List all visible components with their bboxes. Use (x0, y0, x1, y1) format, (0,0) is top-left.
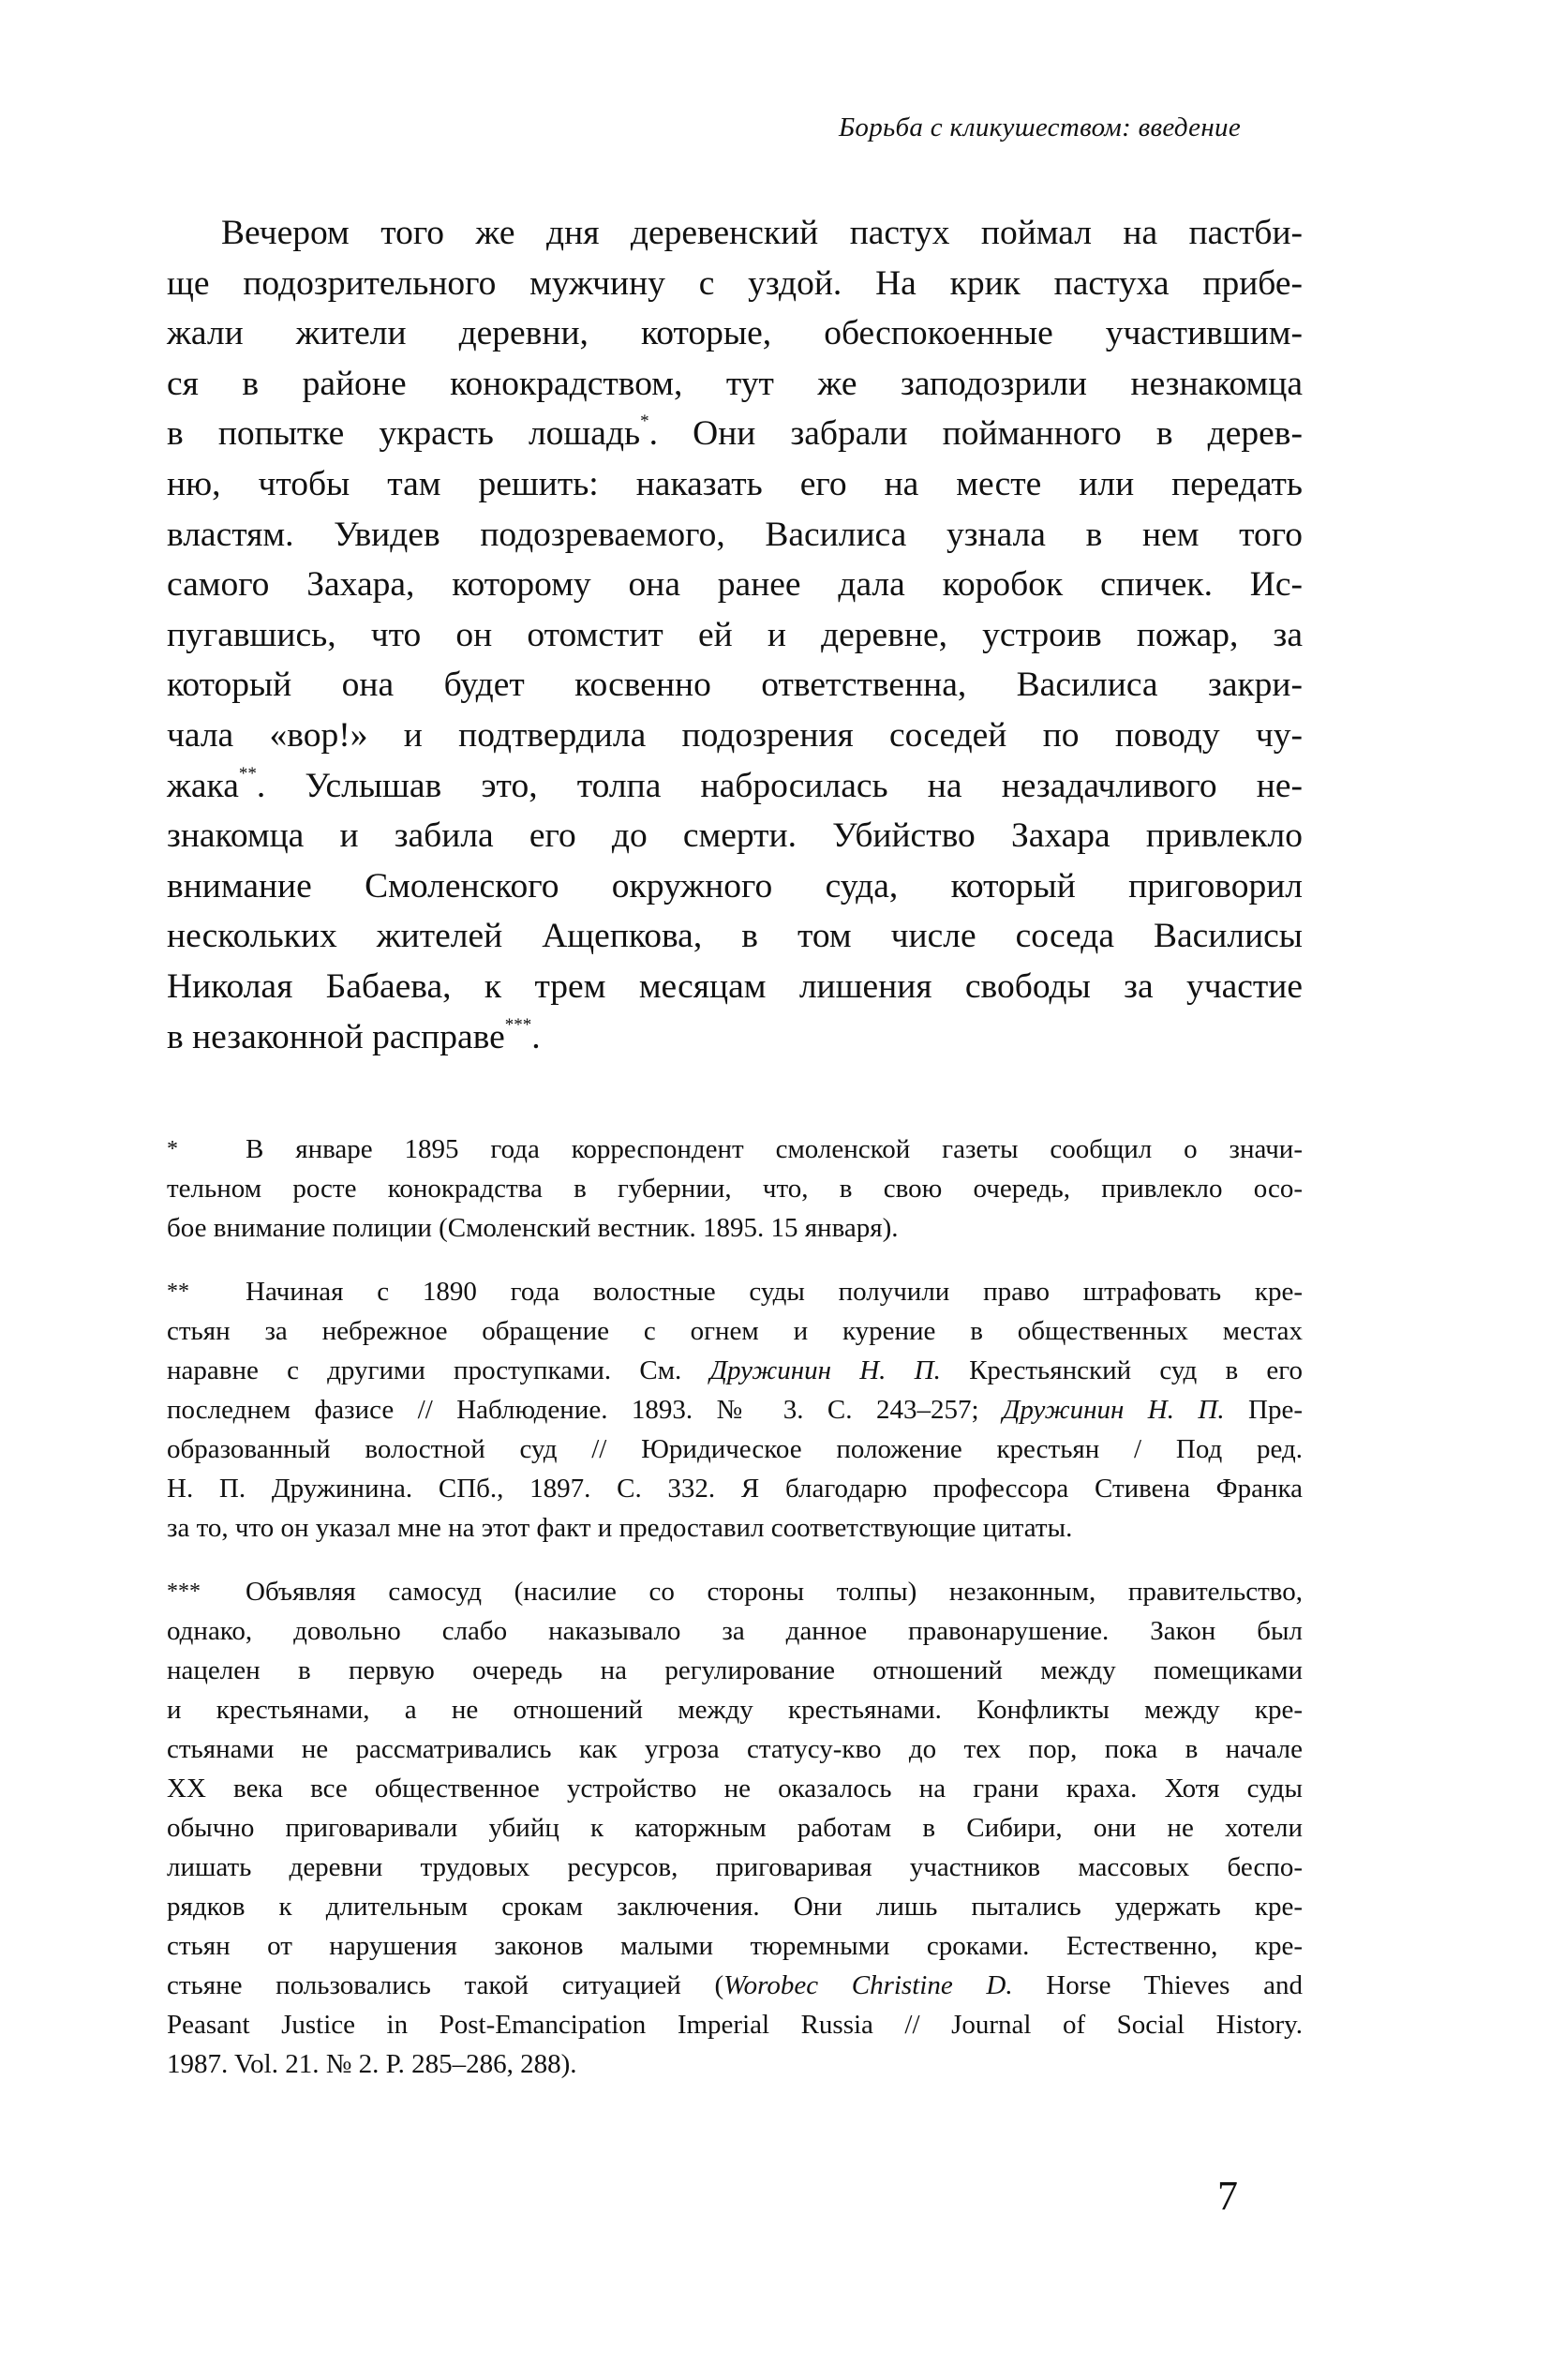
footnote-line: 1987. Vol. 21. № 2. P. 285–286, 288). (167, 2049, 577, 2079)
footnote-line: * В январе 1895 года корреспондент смоленской газеты сообщил о значи- (167, 1130, 1303, 1169)
footnote-line: стьянами не рассматривались как угроза статусу-кво до тех пор, пока в начале (167, 1734, 1303, 1764)
footnotes (167, 1130, 1303, 2108)
author-name: Дружинин Н. П. (1002, 1395, 1225, 1425)
footnote-line: обычно приговаривали убийц к каторжным работам в Сибири, они не хотели (167, 1813, 1303, 1843)
page-number: 7 (1217, 2173, 1238, 2219)
footnote-line: образованный волостной суд // Юридическое положение крестьян / Под ред. (167, 1434, 1303, 1464)
footnote-line: стьяне пользовались такой ситуацией (Worobec Christine D. Horse Thieves and (167, 1970, 1303, 2000)
footnote-line: стьян от нарушения законов малыми тюремными сроками. Естественно, кре- (167, 1931, 1303, 1961)
main-paragraph (167, 208, 1303, 1062)
body-line: в незаконной расправе***. (167, 1014, 541, 1056)
body-line: жали жители деревни, которые, обеспокоенные участившим- (167, 314, 1303, 353)
running-head: Борьба с кликушеством: введение (839, 112, 1241, 142)
author-name: Worobec Christine D. (723, 1970, 1013, 2000)
footnote-line: лишать деревни трудовых ресурсов, приговаривая участников массовых беспо- (167, 1852, 1303, 1882)
footnote-ref-1[interactable]: * (640, 412, 649, 432)
footnote-line: однако, довольно слабо наказывало за данное правонарушение. Закон был (167, 1616, 1303, 1646)
author-name: Дружинин Н. П. (709, 1355, 941, 1385)
body-line: Николая Бабаева, к трем месяцам лишения свободы за участие (167, 966, 1303, 1006)
footnote-line: Н. П. Дружинина. СПб., 1897. С. 332. Я благодарю профессора Стивена Франка (167, 1474, 1303, 1504)
footnote-2 (167, 1272, 1303, 1548)
footnote-1 (167, 1130, 1303, 1248)
body-line: знакомца и забила его до смерти. Убийство Захара привлекло (167, 816, 1303, 856)
footnote-marker: * (167, 1137, 178, 1161)
footnote-line: XX века все общественное устройство не оказалось на грани краха. Хотя суды (167, 1774, 1303, 1804)
footnote-line: стьян за небрежное обращение с огнем и курение в общественных местах (167, 1316, 1303, 1346)
footnote-ref-2[interactable]: ** (238, 763, 257, 784)
body-line: ще подозрительного мужчину с уздой. На крик пастуха прибе- (167, 263, 1303, 303)
body-line: жака**. Услышав это, толпа набросилась на незадачливого не- (167, 763, 1303, 805)
footnote-line: Peasant Justice in Post-Emancipation Imperial Russia // Journal of Social History. (167, 2010, 1303, 2040)
body-line: который она будет косвенно ответственна, Василиса закри- (167, 666, 1303, 705)
footnote-line: бое внимание полиции (Смоленский вестник. 1895. 15 января). (167, 1213, 899, 1243)
footnote-line: и крестьянами, а не отношений между крестьянами. Конфликты между кре- (167, 1695, 1303, 1725)
body-line: нескольких жителей Ащепкова, в том числе соседа Василисы (167, 917, 1303, 956)
body-line: ню, чтобы там решить: наказать его на месте или передать (167, 464, 1303, 503)
body-line: ся в районе конокрадством, тут же заподозрили незнакомца (167, 364, 1303, 403)
body-line: в попытке украсть лошадь*. Они забрали пойманного в дерев- (167, 412, 1303, 454)
footnote-line: наравне с другими проступками. См. Дружинин Н. П. Крестьянский суд в его (167, 1355, 1303, 1385)
footnote-3 (167, 1572, 1303, 2084)
footnote-line: за то, что он указал мне на этот факт и предоставил соответствующие цитаты. (167, 1513, 1073, 1543)
body-line: пугавшись, что он отомстит ей и деревне, устроив пожар, за (167, 615, 1303, 654)
body-line: внимание Смоленского окружного суда, который приговорил (167, 866, 1303, 906)
footnote-line: ** Начиная с 1890 года волостные суды получили право штрафовать кре- (167, 1272, 1303, 1311)
footnote-line: нацелен в первую очередь на регулирование отношений между помещиками (167, 1655, 1303, 1685)
body-line: Вечером того же дня деревенский пастух поймал на пастби- (221, 214, 1303, 252)
body-line: властям. Увидев подозреваемого, Василиса узнала в нем того (167, 515, 1303, 554)
footnote-line: рядков к длительным срокам заключения. Они лишь пытались удержать кре- (167, 1892, 1303, 1922)
footnote-marker: ** (167, 1280, 189, 1304)
footnote-line: *** Объявляя самосуд (насилие со стороны толпы) незаконным, правительство, (167, 1572, 1303, 1611)
footnote-line: тельном росте конокрадства в губернии, что, в свою очередь, привлекло осо- (167, 1174, 1303, 1204)
body-line: чала «вор!» и подтвердила подозрения соседей по поводу чу- (167, 715, 1303, 755)
footnote-marker: *** (167, 1579, 201, 1604)
footnote-line: последнем фазисе // Наблюдение. 1893. № 3. С. 243–257; Дружинин Н. П. Пре- (167, 1395, 1303, 1425)
body-line: самого Захара, которому она ранее дала коробок спичек. Ис- (167, 565, 1303, 605)
footnote-ref-3[interactable]: *** (504, 1014, 532, 1035)
